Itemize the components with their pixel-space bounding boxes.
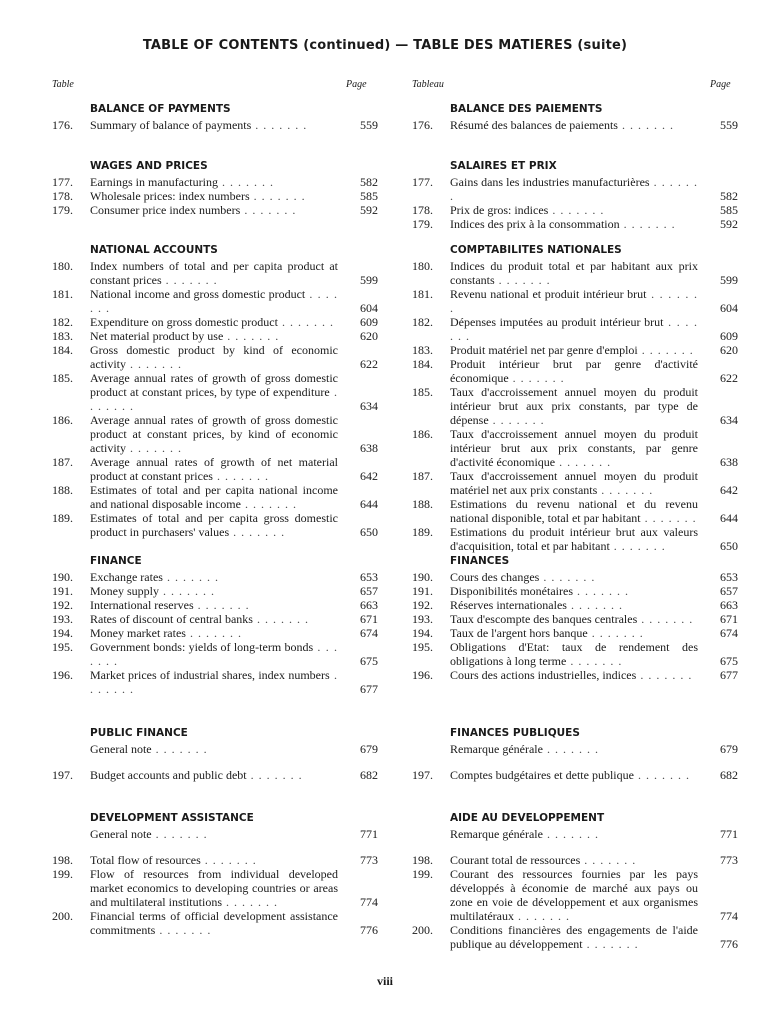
page-ref: 774 <box>360 895 378 909</box>
dot-leader: . . . . . . . <box>246 768 303 782</box>
page-title: TABLE OF CONTENTS (continued) — TABLE DES MATIERES (suite) <box>142 38 628 53</box>
toc-entry[interactable] <box>412 469 738 497</box>
page-ref: 663 <box>720 598 738 612</box>
entry-title: Estimations du produit intérieur brut aux valeurs d'acquisition, total et par habitant <box>450 525 698 553</box>
entry-title: Résumé des balances de paiements <box>450 118 618 132</box>
dot-leader: . . . . . . . <box>597 483 654 497</box>
entry-number: 185. <box>52 371 73 385</box>
entry-title: General note <box>90 827 152 841</box>
page-ref: 644 <box>720 511 738 525</box>
dot-leader: . . . . . . . <box>159 584 215 598</box>
entry-number: 194. <box>412 626 433 640</box>
entry-title: Average annual rates of growth of gross domestic product at constant prices, by kind of economic activity <box>90 413 338 455</box>
toc-entry[interactable] <box>52 455 378 483</box>
entry-number: 195. <box>52 640 73 654</box>
dot-leader: . . . . . . . <box>555 455 612 469</box>
entry-number: 190. <box>412 570 433 584</box>
entry-number: 196. <box>52 668 73 682</box>
dot-leader: . . . . . . . <box>513 909 570 923</box>
entry-number: 194. <box>52 626 73 640</box>
entry-title: Cours des changes <box>450 570 540 584</box>
section-title: FINANCES <box>450 555 510 567</box>
entry-number: 197. <box>52 768 73 782</box>
entry-title: Summary of balance of payments <box>90 118 252 132</box>
dot-leader: . . . . . . . <box>637 343 694 357</box>
dot-leader: . . . . . . . <box>640 511 697 525</box>
toc-section <box>412 724 738 782</box>
entry-number: 191. <box>412 584 433 598</box>
toc-entry[interactable] <box>412 315 738 343</box>
toc-section <box>412 100 738 132</box>
page-ref: 638 <box>720 455 738 469</box>
toc-entry[interactable] <box>412 385 738 427</box>
page-ref: 592 <box>720 217 738 231</box>
toc-entry[interactable] <box>52 668 378 696</box>
dot-leader: . . . . . . . <box>494 273 551 287</box>
toc-entry[interactable] <box>52 598 378 612</box>
dot-leader: . . . . . . . <box>212 469 269 483</box>
dot-leader: . . . . . . . <box>193 598 250 612</box>
entry-title: Comptes budgétaires et dette publique <box>450 768 634 782</box>
page-ref: 650 <box>360 525 378 539</box>
toc-entry[interactable] <box>52 203 378 217</box>
toc-entry[interactable] <box>52 626 378 640</box>
page-ref: 663 <box>360 598 378 612</box>
entry-number: 188. <box>412 497 433 511</box>
dot-leader: . . . . . . . <box>637 612 694 626</box>
dot-leader: . . . . . . . <box>126 441 182 455</box>
left-table-header: Table <box>52 79 74 90</box>
toc-entry[interactable] <box>52 315 378 329</box>
page-ref: 634 <box>360 399 378 413</box>
toc-section <box>52 241 378 539</box>
entry-title: Money supply <box>90 584 159 598</box>
toc-entry[interactable] <box>52 511 378 539</box>
dot-leader: . . . . . . . <box>582 937 639 951</box>
page-ref: 644 <box>360 497 378 511</box>
entry-title: Cours des actions industrielles, indices <box>450 668 637 682</box>
toc-entry[interactable] <box>412 668 738 682</box>
page-ref: 622 <box>360 357 378 371</box>
entry-number: 184. <box>52 343 73 357</box>
entry-title: Disponibilités monétaires <box>450 584 573 598</box>
entry-number: 200. <box>412 923 433 937</box>
entry-title: Wholesale prices: index numbers <box>90 189 250 203</box>
entry-title: Gross domestic product by kind of economic activity <box>90 343 338 371</box>
dot-leader: . . . . . . . <box>450 315 698 343</box>
page-ref: 650 <box>720 539 738 553</box>
entry-title: Estimates of total and per capita gross domestic product in purchasers' values <box>90 511 338 539</box>
dot-leader: . . . . . . . <box>542 742 599 756</box>
entry-title: Government bonds: yields of long-term bonds <box>90 640 314 654</box>
dot-leader: . . . . . . . <box>636 668 693 682</box>
dot-leader: . . . . . . . <box>200 853 257 867</box>
page-ref: 675 <box>360 654 378 668</box>
dot-leader: . . . . . . . <box>580 853 637 867</box>
dot-leader: . . . . . . . <box>566 598 623 612</box>
page-ref: 585 <box>720 203 738 217</box>
entry-title: Estimations du revenu national et du revenu national disponible, total et par habitant <box>450 497 698 525</box>
toc-entry[interactable] <box>52 612 378 626</box>
toc-entry[interactable] <box>52 768 378 782</box>
page-ref: 620 <box>720 343 738 357</box>
toc-entry[interactable] <box>412 343 738 357</box>
dot-leader: . . . . . . . <box>609 539 666 553</box>
page-ref: 771 <box>720 827 738 841</box>
section-title: NATIONAL ACCOUNTS <box>90 244 218 256</box>
right-page-header: Page <box>710 79 731 90</box>
dot-leader: . . . . . . . <box>90 287 338 315</box>
page-ref: 620 <box>360 329 378 343</box>
dot-leader: . . . . . . . <box>619 217 676 231</box>
toc-entry[interactable] <box>52 640 378 668</box>
entry-title: Courant des ressources fournies par les pays développés à économie de marché aux pays ou zone en voie de développement et aux organismes multilatéraux <box>450 867 698 923</box>
entry-number: 187. <box>52 455 73 469</box>
page-ref: 642 <box>720 483 738 497</box>
entry-number: 198. <box>52 853 73 867</box>
page-ref: 653 <box>360 570 378 584</box>
toc-entry[interactable] <box>52 742 378 756</box>
entry-title: Taux d'escompte des banques centrales <box>450 612 638 626</box>
page-ref: 609 <box>360 315 378 329</box>
toc-entry[interactable] <box>412 853 738 867</box>
toc-entry[interactable] <box>52 413 378 455</box>
entry-title: National income and gross domestic product <box>90 287 306 301</box>
page-ref: 604 <box>720 301 738 315</box>
toc-entry[interactable] <box>52 867 378 909</box>
entry-title: Obligations d'Etat: taux de rendement des obligations à long terme <box>450 640 698 668</box>
toc-entry[interactable] <box>412 867 738 923</box>
entry-title: Estimates of total and per capita national income and national disposable income <box>90 483 338 511</box>
dot-leader: . . . . . . . <box>508 371 565 385</box>
dot-leader: . . . . . . . <box>539 570 596 584</box>
entry-number: 182. <box>412 315 433 329</box>
entry-title: Taux d'accroissement annuel moyen du produit matériel net aux prix constants <box>450 469 698 497</box>
dot-leader: . . . . . . . <box>90 640 339 668</box>
entry-number: 192. <box>52 598 73 612</box>
section-title: WAGES AND PRICES <box>90 160 208 172</box>
toc-entry[interactable] <box>52 329 378 343</box>
page-ref: 599 <box>720 273 738 287</box>
section-title: SALAIRES ET PRIX <box>450 160 557 172</box>
toc-entry[interactable] <box>412 287 738 315</box>
toc-entry[interactable] <box>412 175 738 203</box>
entry-title: Indices du produit total et par habitant aux prix constants <box>450 259 698 287</box>
toc-entry[interactable] <box>412 217 738 231</box>
dot-leader: . . . . . . . <box>633 768 690 782</box>
entry-number: 189. <box>52 511 73 525</box>
section-title: COMPTABILITES NATIONALES <box>450 244 622 256</box>
toc-entry[interactable] <box>52 570 378 584</box>
entry-number: 183. <box>52 329 73 343</box>
toc-entry[interactable] <box>52 909 378 937</box>
entry-title: Average annual rates of growth of net material product at constant prices <box>90 455 338 483</box>
page-ref: 776 <box>720 937 738 951</box>
entry-title: Conditions financières des engagements de l'aide publique au développement <box>450 923 698 951</box>
entry-number: 200. <box>52 909 73 923</box>
dot-leader: . . . . . . . <box>126 357 182 371</box>
page-ref: 677 <box>720 668 738 682</box>
toc-entry[interactable] <box>52 853 378 867</box>
entry-title: Index numbers of total and per capita product at constant prices <box>90 259 338 287</box>
toc-entry[interactable] <box>412 357 738 385</box>
page-ref: 622 <box>720 371 738 385</box>
toc-entry[interactable] <box>52 287 378 315</box>
entry-title: Taux de l'argent hors banque <box>450 626 588 640</box>
entry-title: Taux d'accroissement annuel moyen du produit intérieur brut aux prix constants, par type de dépense <box>450 385 698 427</box>
toc-section <box>52 157 378 217</box>
dot-leader: . . . . . . . <box>252 612 309 626</box>
page-ref: 559 <box>360 118 378 132</box>
entry-title: General note <box>90 742 152 756</box>
page-ref: 642 <box>360 469 378 483</box>
toc-entry[interactable] <box>412 768 738 782</box>
entry-number: 179. <box>412 217 433 231</box>
entry-number: 178. <box>412 203 433 217</box>
section-title: AIDE AU DEVELOPPEMENT <box>450 812 605 824</box>
toc-entry[interactable] <box>412 570 738 584</box>
section-title: PUBLIC FINANCE <box>90 727 188 739</box>
entry-number: 192. <box>412 598 433 612</box>
entry-number: 180. <box>412 259 433 273</box>
dot-leader: . . . . . . . <box>155 923 212 937</box>
entry-number: 181. <box>52 287 73 301</box>
entry-number: 186. <box>52 413 73 427</box>
section-title: FINANCE <box>90 555 142 567</box>
entry-title: Financial terms of official development assistance commitments <box>90 909 338 937</box>
section-title: DEVELOPMENT ASSISTANCE <box>90 812 254 824</box>
page-ref: 657 <box>360 584 378 598</box>
toc-entry[interactable] <box>412 497 738 525</box>
section-title: BALANCE DES PAIEMENTS <box>450 103 603 115</box>
page-ref: 609 <box>720 329 738 343</box>
page-ref: 582 <box>360 175 378 189</box>
dot-leader: . . . . . . . <box>617 118 674 132</box>
page-ref: 776 <box>360 923 378 937</box>
dot-leader: . . . . . . . <box>162 570 219 584</box>
entry-number: 179. <box>52 203 73 217</box>
toc-entry[interactable] <box>52 259 378 287</box>
entry-number: 182. <box>52 315 73 329</box>
entry-title: Net material product by use <box>90 329 224 343</box>
dot-leader: . . . . . . . <box>185 626 242 640</box>
entry-title: Expenditure on gross domestic product <box>90 315 278 329</box>
toc-entry[interactable] <box>412 118 738 132</box>
entry-number: 199. <box>412 867 433 881</box>
page-ref: 679 <box>720 742 738 756</box>
toc-section <box>52 552 378 696</box>
page-ref: 638 <box>360 441 378 455</box>
entry-title: Remarque générale <box>450 742 543 756</box>
entry-number: 195. <box>412 640 433 654</box>
entry-number: 193. <box>412 612 433 626</box>
toc-entry[interactable] <box>412 584 738 598</box>
entry-number: 188. <box>52 483 73 497</box>
section-title: BALANCE OF PAYMENTS <box>90 103 231 115</box>
right-table-header: Tableau <box>412 79 444 90</box>
toc-entry[interactable] <box>52 483 378 511</box>
page-ref: 675 <box>720 654 738 668</box>
entry-number: 176. <box>52 118 73 132</box>
page-ref: 604 <box>360 301 378 315</box>
dot-leader: . . . . . . . <box>572 584 629 598</box>
page-ref: 671 <box>360 612 378 626</box>
dot-leader: . . . . . . . <box>249 189 306 203</box>
page-ref: 771 <box>360 827 378 841</box>
toc-section <box>52 724 378 782</box>
entry-number: 177. <box>412 175 433 189</box>
entry-number: 180. <box>52 259 73 273</box>
page-ref: 679 <box>360 742 378 756</box>
page-ref: 592 <box>360 203 378 217</box>
toc-entry[interactable] <box>412 827 738 841</box>
entry-title: Produit intérieur brut par genre d'activité économique <box>450 357 698 385</box>
dot-leader: . . . . . . . <box>542 827 599 841</box>
entry-title: Revenu national et produit intérieur brut <box>450 287 647 301</box>
page-ref: 559 <box>720 118 738 132</box>
page-ref: 585 <box>360 189 378 203</box>
toc-entry[interactable] <box>52 118 378 132</box>
dot-leader: . . . . . . . <box>566 654 623 668</box>
entry-number: 199. <box>52 867 73 881</box>
toc-section <box>412 552 738 682</box>
page-ref: 582 <box>720 189 738 203</box>
entry-title: Prix de gros: indices <box>450 203 549 217</box>
entry-title: Earnings in manufacturing <box>90 175 218 189</box>
dot-leader: . . . . . . . <box>229 525 286 539</box>
entry-title: Average annual rates of growth of gross domestic product at constant prices, by type of expenditure <box>90 371 338 399</box>
dot-leader: . . . . . . . <box>90 668 338 696</box>
toc-section <box>412 809 738 951</box>
dot-leader: . . . . . . . <box>587 626 644 640</box>
toc-entry[interactable] <box>412 640 738 668</box>
entry-number: 176. <box>412 118 433 132</box>
entry-title: Courant total de ressources <box>450 853 581 867</box>
dot-leader: . . . . . . . <box>450 287 698 315</box>
entry-number: 196. <box>412 668 433 682</box>
toc-entry[interactable] <box>412 427 738 469</box>
entry-title: Consumer price index numbers <box>90 203 241 217</box>
entry-number: 184. <box>412 357 433 371</box>
page-ref: 774 <box>720 909 738 923</box>
entry-number: 178. <box>52 189 73 203</box>
dot-leader: . . . . . . . <box>217 175 274 189</box>
toc-section <box>412 241 738 553</box>
page-ref: 677 <box>360 682 378 696</box>
entry-title: Réserves internationales <box>450 598 567 612</box>
toc-entry[interactable] <box>52 371 378 413</box>
page-ref: 671 <box>720 612 738 626</box>
entry-title: Gains dans les industries manufacturières <box>450 175 650 189</box>
dot-leader: . . . . . . . <box>251 118 308 132</box>
entry-title: Budget accounts and public debt <box>90 768 247 782</box>
dot-leader: . . . . . . . <box>151 742 208 756</box>
entry-title: Indices des prix à la consommation <box>450 217 620 231</box>
entry-number: 189. <box>412 525 433 539</box>
section-title: FINANCES PUBLIQUES <box>450 727 580 739</box>
entry-number: 181. <box>412 287 433 301</box>
dot-leader: . . . . . . . <box>240 497 297 511</box>
page-number: viii <box>376 974 393 988</box>
left-page-header: Page <box>346 79 367 90</box>
dot-leader: . . . . . . . <box>240 203 297 217</box>
entry-title: Remarque générale <box>450 827 543 841</box>
toc-entry[interactable] <box>52 584 378 598</box>
dot-leader: . . . . . . . <box>151 827 208 841</box>
entry-number: 177. <box>52 175 73 189</box>
page-ref: 682 <box>720 768 738 782</box>
toc-entry[interactable] <box>52 343 378 371</box>
entry-number: 186. <box>412 427 433 441</box>
toc-entry[interactable] <box>412 259 738 287</box>
entry-number: 190. <box>52 570 73 584</box>
toc-entry[interactable] <box>412 598 738 612</box>
page-ref: 674 <box>360 626 378 640</box>
entry-number: 183. <box>412 343 433 357</box>
dot-leader: . . . . . . . <box>548 203 605 217</box>
dot-leader: . . . . . . . <box>90 385 338 413</box>
toc-entry[interactable] <box>52 189 378 203</box>
entry-title: Taux d'accroissement annuel moyen du produit intérieur brut aux prix constants, par genre d'activité économique <box>450 427 698 469</box>
page-ref: 682 <box>360 768 378 782</box>
page-ref: 634 <box>720 413 738 427</box>
page-ref: 599 <box>360 273 378 287</box>
entry-number: 197. <box>412 768 433 782</box>
page-ref: 773 <box>360 853 378 867</box>
page-ref: 674 <box>720 626 738 640</box>
entry-title: Market prices of industrial shares, index numbers <box>90 668 330 682</box>
dot-leader: . . . . . . . <box>488 413 545 427</box>
toc-section <box>412 157 738 231</box>
entry-title: International reserves <box>90 598 194 612</box>
toc-entry[interactable] <box>412 742 738 756</box>
entry-title: Flow of resources from individual developed market economics to developing countries or areas and multilateral institutions <box>90 867 338 909</box>
toc-entry[interactable] <box>412 525 738 553</box>
dot-leader: . . . . . . . <box>223 329 280 343</box>
dot-leader: . . . . . . . <box>221 895 278 909</box>
entry-number: 185. <box>412 385 433 399</box>
entry-title: Money market rates <box>90 626 186 640</box>
toc-entry[interactable] <box>412 923 738 951</box>
dot-leader: . . . . . . . <box>161 273 218 287</box>
entry-title: Dépenses imputées au produit intérieur brut <box>450 315 664 329</box>
dot-leader: . . . . . . . <box>277 315 334 329</box>
entry-number: 187. <box>412 469 433 483</box>
entry-number: 191. <box>52 584 73 598</box>
toc-section <box>52 100 378 132</box>
toc-entry[interactable] <box>52 827 378 841</box>
entry-title: Produit matériel net par genre d'emploi <box>450 343 638 357</box>
toc-entry[interactable] <box>412 203 738 217</box>
toc-entry[interactable] <box>52 175 378 189</box>
page-ref: 657 <box>720 584 738 598</box>
entry-title: Rates of discount of central banks <box>90 612 253 626</box>
entry-title: Exchange rates <box>90 570 163 584</box>
page-ref: 773 <box>720 853 738 867</box>
toc-section <box>52 809 378 937</box>
toc-entry[interactable] <box>412 612 738 626</box>
entry-number: 193. <box>52 612 73 626</box>
toc-entry[interactable] <box>412 626 738 640</box>
dot-leader: . . . . . . . <box>450 175 699 203</box>
page-ref: 653 <box>720 570 738 584</box>
entry-title: Total flow of resources <box>90 853 201 867</box>
entry-number: 198. <box>412 853 433 867</box>
